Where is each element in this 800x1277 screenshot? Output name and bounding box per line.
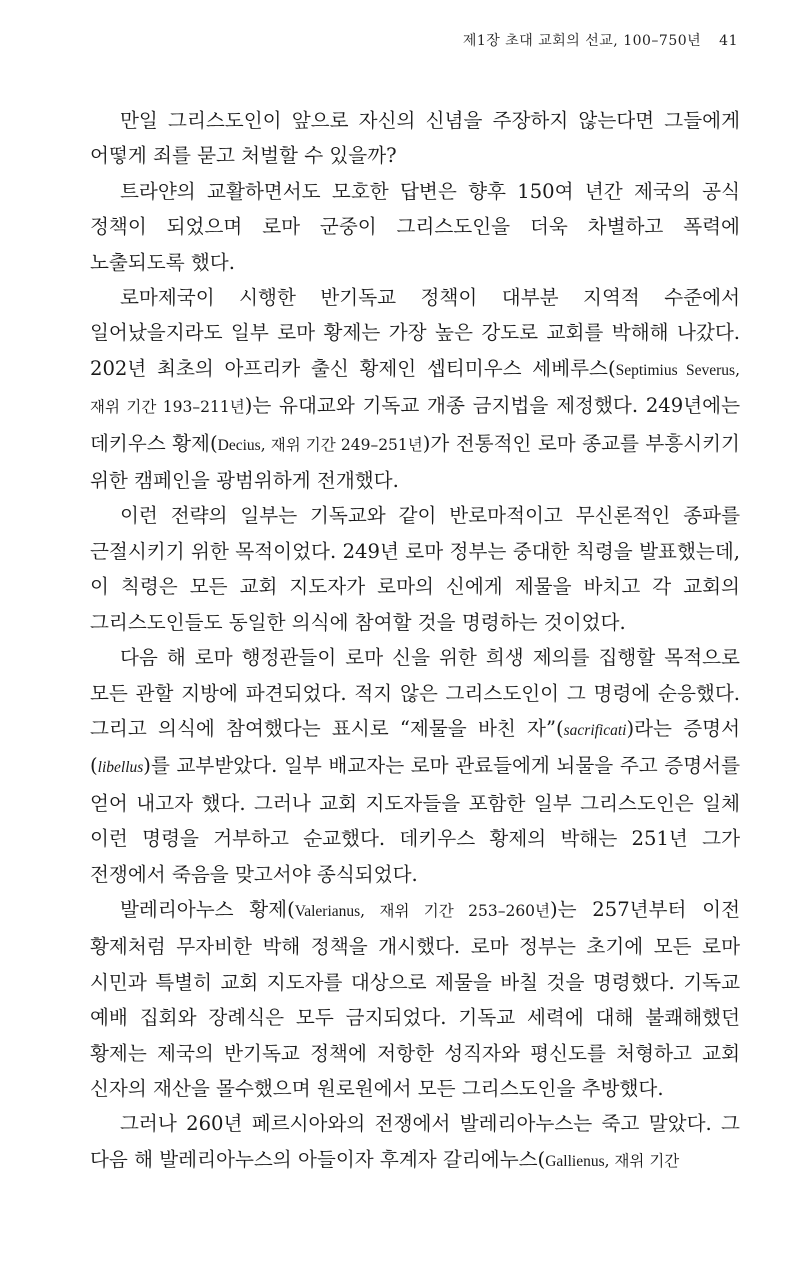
text-run: 다음 해 로마 행정관들이 로마 신을 위한 희생 제의를 집행할 목적으로 모든 관할 지방에 파견되었다. 적지 않은 그리스도인이 그 명령에 순응했다. 그리고 의식에 참여했다는 표시로 “제물을 바친 자”( (90, 646, 740, 740)
inline-term: Gallienus (545, 1152, 605, 1170)
paragraph (90, 280, 740, 498)
inline-term: , 재위 기간 253–260년 (360, 901, 551, 920)
text-run: )가 전통적인 로마 종교를 부흥시키기 위한 캠페인을 광범위하게 전개했다. (90, 431, 740, 493)
paragraph (90, 498, 740, 640)
text-run: 발레리아누스 황제( (120, 897, 295, 921)
paragraph (90, 640, 740, 892)
text-run: 트라얀의 교활하면서도 모호한 답변은 향후 150여 년간 제국의 공식 정책이 되었으며 로마 군중이 그리스도인을 더욱 차별하고 폭력에 노출되도록 했다. (90, 179, 740, 274)
paragraph (90, 103, 740, 174)
inline-term: libellus (97, 759, 144, 777)
inline-term: , 재위 기간 (604, 1151, 680, 1170)
page-number: 41 (719, 33, 738, 49)
text-run: 로마제국이 시행한 반기독교 정책이 대부분 지역적 수준에서 일어났을지라도 일부 로마 황제는 가장 높은 강도로 교회를 박해해 나갔다. 202년 최초의 아프리카 출신 황제인 셉티미우스 세베루스( (90, 286, 740, 380)
inline-term: Septimius Severus (615, 361, 736, 379)
text-run: )라는 증명서( (90, 716, 740, 778)
text-run: 그러나 260년 페르시아와의 전쟁에서 발레리아누스는 죽고 말았다. 그 다음 해 발레리아누스의 아들이자 후계자 갈리에누스( (90, 1112, 740, 1171)
text-run: 이런 전략의 일부는 기독교와 같이 반로마적이고 무신론적인 종파를 근절시키기 위한 목적이었다. 249년 로마 정부는 중대한 칙령을 발표했는데, 이 칙령은 모든 교회 지도자가 로마의 신에게 제물을 바치고 각 교회의 그리스도인들도 동일한 의식에 참여할 것을 명령하는 것이었다. (90, 504, 740, 634)
text-run: 만일 그리스도인이 앞으로 자신의 신념을 주장하지 않는다면 그들에게 어떻게 죄를 묻고 처벌할 수 있을까? (90, 109, 740, 168)
inline-term: Decius (217, 436, 261, 454)
paragraph (90, 892, 740, 1106)
text-run: )를 교부받았다. 일부 배교자는 로마 관료들에게 뇌물을 주고 증명서를 얻어 내고자 했다. 그러나 교회 지도자들을 포함한 일부 그리스도인은 일체 이런 명령을 거부하고 순교했다. 데키우스 황제의 박해는 251년 그가 전쟁에서 죽음을 맞고서야 종식되었다. (90, 754, 740, 886)
chapter-title: 제1장 초대 교회의 선교, 100–750년 (462, 33, 702, 49)
body-text (90, 103, 740, 1179)
text-run: )는 유대교와 기독교 개종 금지법을 제정했다. 249년에는 데키우스 황제( (90, 394, 740, 455)
paragraph (90, 174, 740, 280)
text-run: )는 257년부터 이전 황제처럼 무자비한 박해 정책을 개시했다. 로마 정부는 초기에 모든 로마 시민과 특별히 교회 지도자를 대상으로 제물을 바칠 것을 명령했다. 기독교 예배 집회와 장례식은 모두 금지되었다. 기독교 세력에 대해 불쾌해했던 황제는 제국의 반기독교 정책에 저항한 성직자와 평신도를 처형하고 교회 신자의 재산을 몰수했으며 원로원에서 모든 그리스도인을 추방했다. (90, 897, 740, 1100)
running-head (463, 30, 738, 50)
inline-term: , 재위 기간 249–251년 (260, 435, 423, 454)
inline-term: sacrificati (563, 721, 627, 739)
inline-term: Valerianus (294, 902, 361, 920)
paragraph (90, 1106, 740, 1179)
inline-term: , 재위 기간 193–211년 (90, 360, 740, 417)
